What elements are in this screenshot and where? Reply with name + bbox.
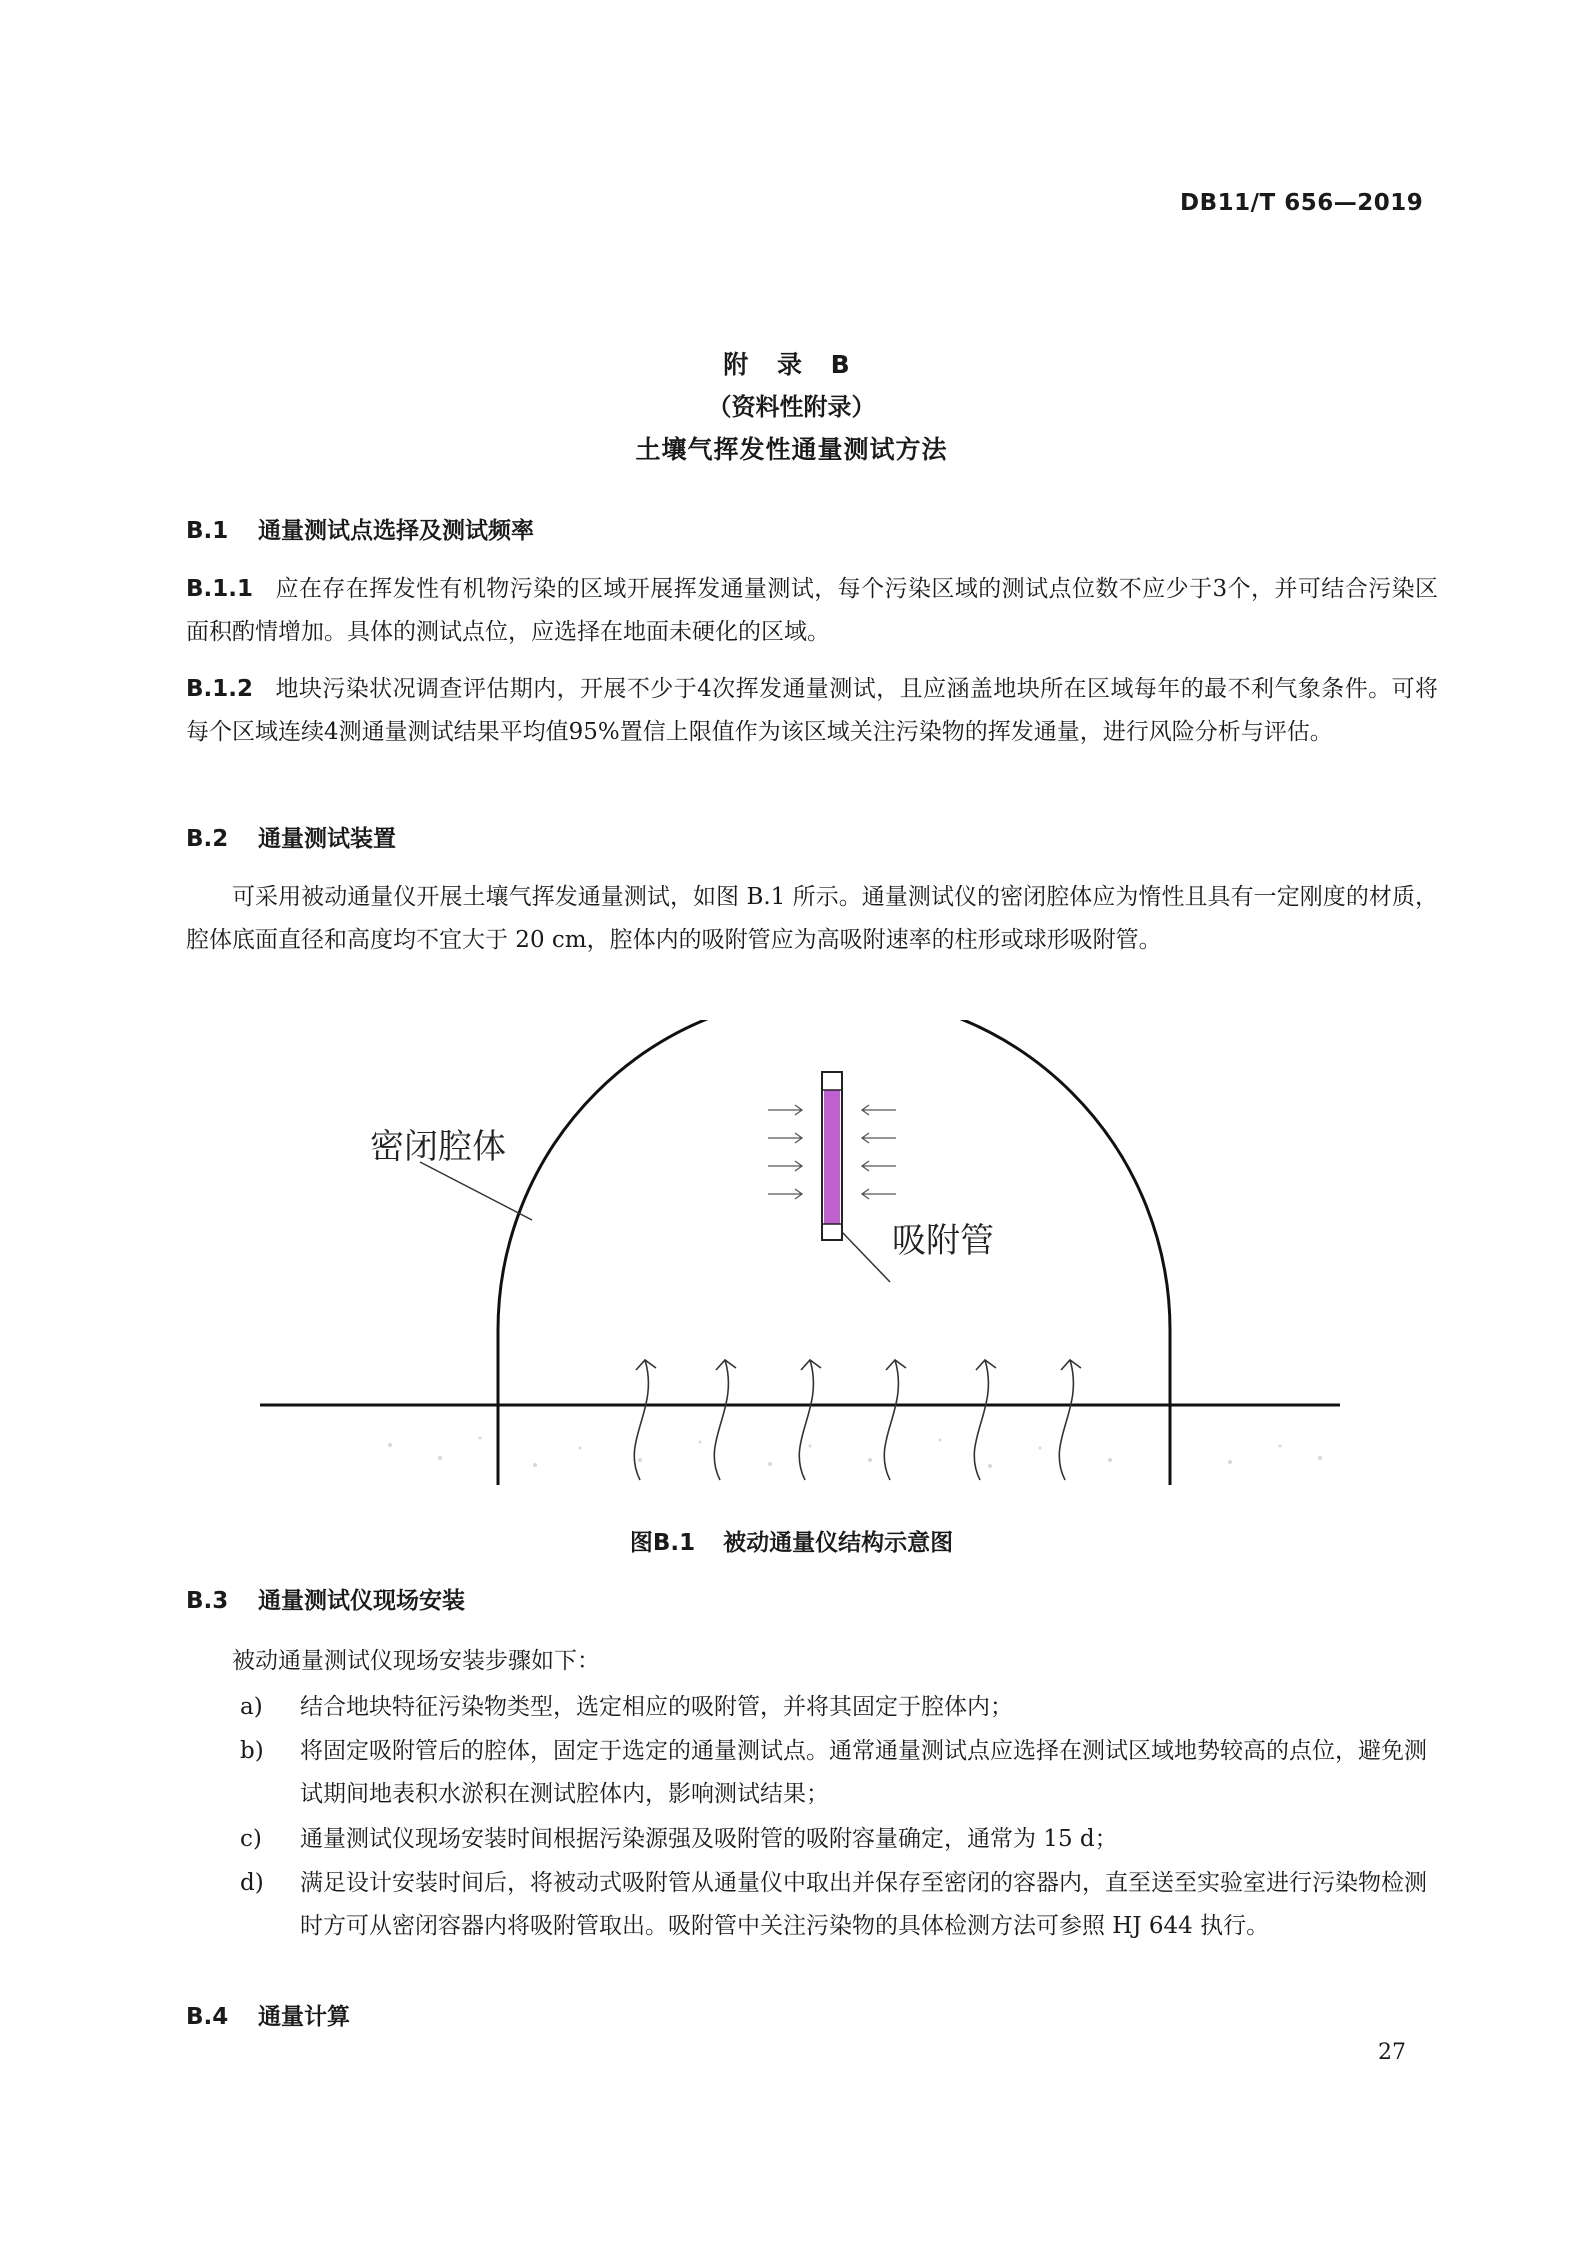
- chamber-leader-line: [420, 1162, 532, 1220]
- list-item-text: 将固定吸附管后的腔体，固定于选定的通量测试点。通常通量测试点应选择在测试区域地势较高的点位，避免测试期间地表积水淤积在测试腔体内，影响测试结果；: [300, 1738, 1427, 1807]
- section-title: 通量测试点选择及测试频率: [258, 518, 534, 544]
- chamber-label: 密闭腔体: [370, 1127, 506, 1167]
- list-item-text: 通量测试仪现场安装时间根据污染源强及吸附管的吸附容量确定，通常为 15 d；: [300, 1826, 1118, 1852]
- section-b2-heading: [186, 820, 396, 853]
- tube-leader-line: [842, 1232, 890, 1282]
- clause-text: 应在存在挥发性有机物污染的区域开展挥发通量测试，每个污染区域的测试点位数不应少于3个，并可结合污染区面积酌情增加。具体的测试点位，应选择在地面未硬化的区域。: [186, 576, 1438, 645]
- section-title: 通量计算: [258, 2004, 350, 2030]
- list-item: [240, 1862, 1438, 1948]
- section-b3-intro: 被动通量测试仪现场安装步骤如下：: [232, 1648, 600, 1674]
- document-number: DB11/T 656—2019: [1180, 190, 1424, 216]
- section-b3-heading: [186, 1582, 465, 1615]
- list-item: [240, 1686, 1438, 1729]
- section-title: 通量测试仪现场安装: [258, 1588, 465, 1614]
- section-b2-paragraph: 可采用被动通量仪开展土壤气挥发通量测试，如图 B.1 所示。通量测试仪的密闭腔体应为惰性且具有一定刚度的材质，腔体底面直径和高度均不宜大于 20 cm，腔体内的吸附管应为高吸附速率的柱形或球形吸附管。: [186, 884, 1438, 953]
- clause-number: B.1.2: [186, 676, 254, 702]
- adsorbent-fill: [824, 1090, 840, 1224]
- clause-b1-2: [186, 668, 1438, 754]
- clause-text: 地块污染状况调查评估期内，开展不少于4次挥发通量测试，且应涵盖地块所在区域每年的最不利气象条件。可将每个区域连续4测通量测试结果平均值95%置信上限值作为该区域关注污染物的挥发通量，进行风险分析与评估。: [186, 676, 1438, 745]
- figure-title: 被动通量仪结构示意图: [723, 1530, 954, 1556]
- clause-b1-1: [186, 568, 1438, 654]
- list-item: [240, 1730, 1438, 1816]
- section-b1-heading: [186, 512, 534, 545]
- section-number: B.4: [186, 2004, 229, 2030]
- section-title: 通量测试装置: [258, 826, 396, 852]
- soil-texture: [388, 1437, 1322, 1469]
- adsorption-tube: [822, 1072, 842, 1240]
- page-number: 27: [1378, 2040, 1406, 2065]
- figure-caption: [0, 1524, 1583, 1557]
- appendix-type: （资料性附录）: [707, 393, 876, 421]
- list-marker: c): [240, 1826, 262, 1852]
- section-number: B.3: [186, 1588, 229, 1614]
- vapor-flux-arrows: [634, 1360, 1081, 1480]
- figure-number: 图B.1: [629, 1530, 696, 1556]
- section-b4-heading: [186, 1998, 350, 2031]
- appendix-title: 附 录 B: [723, 350, 860, 379]
- list-marker: d): [240, 1870, 264, 1896]
- section-number: B.2: [186, 826, 229, 852]
- list-marker: b): [240, 1738, 264, 1764]
- list-item-text: 结合地块特征污染物类型，选定相应的吸附管，并将其固定于腔体内；: [300, 1694, 1013, 1720]
- list-item-text: 满足设计安装时间后，将被动式吸附管从通量仪中取出并保存至密闭的容器内，直至送至实验室进行污染物检测时方可从密闭容器内将吸附管取出。吸附管中关注污染物的具体检测方法可参照 HJ 644 执行。: [300, 1870, 1427, 1939]
- section-number: B.1: [186, 518, 229, 544]
- list-item: [240, 1818, 1438, 1861]
- passive-flux-meter-diagram: [250, 1020, 1360, 1500]
- clause-number: B.1.1: [186, 576, 254, 602]
- appendix-subject: 土壤气挥发性通量测试方法: [635, 435, 948, 464]
- list-marker: a): [240, 1694, 263, 1720]
- tube-label: 吸附管: [892, 1221, 994, 1261]
